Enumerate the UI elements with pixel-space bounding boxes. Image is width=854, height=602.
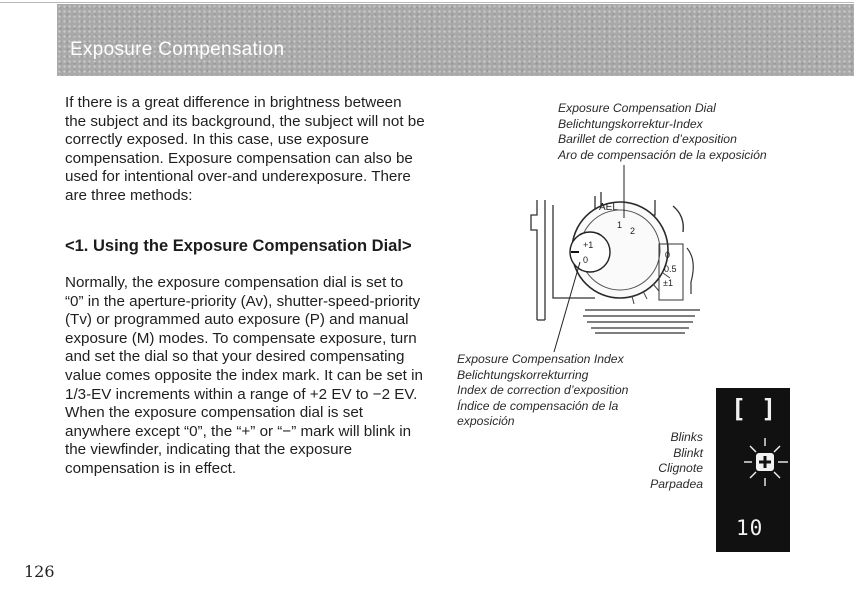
ael-lever [673, 206, 683, 232]
dial-mark-0: 0 [583, 255, 589, 265]
dial-mark-1: 1 [617, 220, 623, 230]
side-scale-05: 0.5 [664, 264, 677, 274]
index-caption-es-1: Índice de compensación de la [457, 398, 619, 413]
viewfinder-digits: 10 [736, 516, 764, 540]
shutter-button-outline [687, 248, 693, 294]
method-1-paragraph: Normally, the exposure compensation dial is set to “0” in the aperture-priority (Av), shutter-speed-priority (Tv) or programmed auto exposure (P) and manual exposure (M) modes. To compensate exposure, turn and set the dial so that your desired compensating value comes opposite the index mark. It can be set in 1/3-EV increments within a range of +2 EV to −2 EV. When the exposure compensation dial is set anywhere except “0”, the “+” or “−” mark will blink in the viewfinder, indicating that the exposure compensation is in effect. [65, 274, 423, 477]
intro-paragraph: If there is a great difference in brightness between the subject and its background, the subject will not be correctly exposed. In this case, use exposure compensation. Exposure compensation can also be used for intentional over-and underexposure. There are three methods: [65, 94, 425, 204]
side-scale-pm1: ±1 [663, 278, 673, 288]
index-caption-en: Exposure Compensation Index [457, 352, 624, 366]
camera-dial-illustration [525, 170, 715, 350]
blink-caption-en: Blinks [670, 430, 703, 444]
dial-mark-2: 2 [630, 226, 636, 236]
index-caption-de: Belichtungskorrekturring [457, 367, 589, 382]
dial-caption [558, 101, 767, 163]
viewfinder-bracket: [ ] [731, 394, 777, 423]
page-number: 126 [24, 562, 55, 581]
dial-caption-en: Exposure Compensation Dial [558, 101, 716, 115]
blinking-plus-indicator [722, 434, 796, 490]
blink-caption-de: Blinkt [673, 445, 703, 460]
blink-caption-es: Parpadea [650, 476, 703, 491]
blink-caption [590, 430, 703, 492]
method-1-heading: <1. Using the Exposure Compensation Dial> [65, 237, 412, 255]
top-rule [0, 2, 854, 3]
dial-mark-plus-1: +1 [583, 240, 594, 250]
ael-label: AEL [599, 202, 618, 213]
dial-caption-de: Belichtungskorrektur-Index [558, 116, 703, 131]
side-scale-0: 0 [665, 250, 671, 260]
dial-caption-es: Aro de compensación de la exposición [558, 147, 767, 162]
blink-caption-fr: Clignote [658, 461, 703, 475]
dial-caption-fr: Barillet de correction d’exposition [558, 132, 737, 146]
index-caption [457, 352, 628, 430]
page-title: Exposure Compensation [70, 39, 285, 60]
index-caption-es-2: exposición [457, 414, 515, 428]
index-caption-fr: Index de correction d’exposition [457, 383, 629, 397]
dial-group [570, 202, 670, 304]
